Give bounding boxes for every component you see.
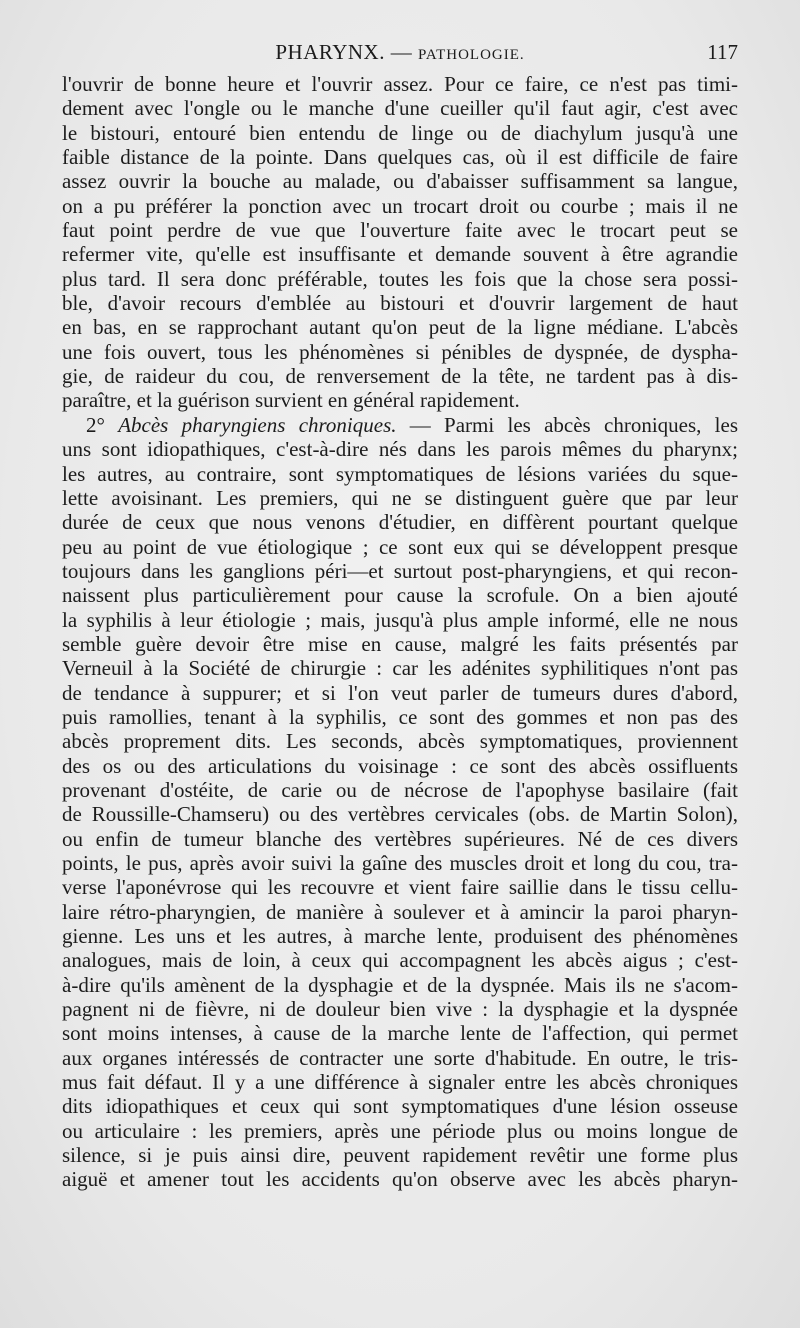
text-line: mus fait défaut. Il y a une différence à signaler entre les abcès chroniques bbox=[62, 1070, 738, 1095]
text-line: ou enfin de tumeur blanche des vertèbres supérieures. Né de ces divers bbox=[62, 826, 738, 851]
text-line: on a pu préférer la ponction avec un trocart droit ou courbe ; mais il ne bbox=[62, 193, 738, 218]
text-line: points, le pus, après avoir suivi la gaîne des muscles droit et long du cou, tra- bbox=[62, 851, 738, 875]
text-line: silence, si je puis ainsi dire, peuvent rapidement revêtir une forme plus bbox=[62, 1143, 738, 1168]
text-line: l'ouvrir de bonne heure et l'ouvrir assez. Pour ce faire, ce n'est pas timi- bbox=[62, 72, 738, 96]
running-title-main: PHARYNX. — bbox=[275, 40, 418, 64]
text-line: naissent plus particulièrement pour cause la scrofule. On a bien ajouté bbox=[62, 583, 738, 608]
text-line: gienne. Les uns et les autres, à marche lente, produisent des phénomènes bbox=[62, 924, 738, 949]
text-line: plus tard. Il sera donc préférable, toutes les fois que la chose sera possi- bbox=[62, 266, 738, 291]
text-line: à-dire qu'ils amènent de la dysphagie et de la dyspnée. Mais ils ne s'acom- bbox=[62, 972, 738, 997]
text-line: les autres, au contraire, sont symptomatiques de lésions variées du sque- bbox=[62, 461, 738, 486]
running-title-sub: PATHOLOGIE. bbox=[417, 47, 525, 63]
section-heading-line bbox=[62, 413, 738, 437]
text-line: sont moins intenses, à cause de la marche lente de l'affection, qui permet bbox=[62, 1021, 738, 1046]
page-number: 117 bbox=[707, 40, 738, 64]
text-line: laire rétro-pharyngien, de manière à soulever et à amincir la paroi pharyn- bbox=[62, 899, 738, 924]
text-line: pagnent ni de fièvre, ni de douleur bien vive : la dysphagie et la dyspnée bbox=[62, 997, 738, 1022]
text-line: provenant d'ostéite, de carie ou de nécrose de l'apophyse basilaire (fait bbox=[62, 777, 738, 802]
text-line: verse l'aponévrose qui les recouvre et vient faire saillie dans le tissu cellu- bbox=[62, 875, 738, 900]
paragraph-end-line: paraître, et la guérison survient en général rapidement. bbox=[62, 388, 520, 413]
page-header bbox=[62, 40, 738, 68]
section-number: 2° bbox=[86, 412, 119, 437]
text-line: Verneuil à la Société de chirurgie : car les adénites syphilitiques n'ont pas bbox=[62, 656, 738, 681]
text-line: en bas, en se rapprochant autant qu'on peut de la ligne médiane. L'abcès bbox=[62, 315, 738, 340]
text-line: une fois ouvert, tous les phénomènes si pénibles de dyspnée, de dyspha- bbox=[62, 339, 738, 364]
section-lead-text: — Parmi les abcès chroniques, les bbox=[396, 412, 738, 437]
text-line: durée de ceux que nous venons d'étudier, en diffèrent pourtant quelque bbox=[62, 510, 738, 535]
text-line: de tendance à suppurer; et si l'on veut parler de tumeurs dures d'abord, bbox=[62, 680, 738, 705]
text-line: peu au point de vue étiologique ; ce sont eux qui se développent presque bbox=[62, 534, 738, 559]
running-title bbox=[62, 40, 738, 65]
text-line: toujours dans les ganglions péri—et surtout post-pharyngiens, et qui recon- bbox=[62, 558, 738, 583]
text-line: semble guère devoir être mise en cause, malgré les faits présentés par bbox=[62, 631, 738, 656]
text-line: ble, d'avoir recours d'emblée au bistouri et d'ouvrir largement de haut bbox=[62, 291, 738, 316]
text-line: faut point perdre de vue que l'ouverture faite avec le trocart peut se bbox=[62, 218, 738, 243]
text-line: refermer vite, qu'elle est insuffisante et demande souvent à être agrandie bbox=[62, 242, 738, 267]
body-text bbox=[62, 72, 738, 1192]
text-line: dits idiopathiques et ceux qui sont symptomatiques d'une lésion osseuse bbox=[62, 1094, 738, 1119]
text-line: dement avec l'ongle ou le manche d'une cueiller qu'il faut agir, c'est avec bbox=[62, 96, 738, 121]
text-line: ou articulaire : les premiers, après une période plus ou moins longue de bbox=[62, 1118, 738, 1143]
text-line: analogues, mais de loin, à ceux qui accompagnent les abcès aigus ; c'est- bbox=[62, 948, 738, 973]
text-line: uns sont idiopathiques, c'est-à-dire nés dans les parois mêmes du pharynx; bbox=[62, 437, 738, 462]
text-line: faible distance de la pointe. Dans quelques cas, où il est difficile de faire bbox=[62, 145, 738, 170]
text-line: aiguë et amener tout les accidents qu'on observe avec les abcès pharyn- bbox=[62, 1167, 738, 1192]
text-line: le bistouri, entouré bien entendu de linge ou de diachylum jusqu'à une bbox=[62, 120, 738, 145]
text-line: puis ramollies, tenant à la syphilis, ce sont des gommes et non pas des bbox=[62, 704, 738, 729]
text-line: aux organes intéressés de contracter une sorte d'habitude. En outre, le tris- bbox=[62, 1045, 738, 1070]
text-line: des os ou des articulations du voisinage : ce sont des abcès ossifluents bbox=[62, 753, 738, 778]
text-line: de Roussille-Chamseru) ou des vertèbres cervicales (obs. de Martin Solon), bbox=[62, 802, 738, 827]
text-line: assez ouvrir la bouche au malade, ou d'abaisser suffisamment sa langue, bbox=[62, 169, 738, 194]
section-title: Abcès pharyngiens chroniques. bbox=[118, 412, 397, 437]
text-line: la syphilis à leur étiologie ; mais, jusqu'à plus ample informé, elle ne nous bbox=[62, 607, 738, 632]
text-line: lette avoisinant. Les premiers, qui ne se distinguent guère que par leur bbox=[62, 485, 738, 510]
text-line: abcès proprement dits. Les seconds, abcès symptomatiques, proviennent bbox=[62, 729, 738, 754]
text-line: gie, de raideur du cou, de renversement de la tête, ne tardent pas à dis- bbox=[62, 364, 738, 389]
